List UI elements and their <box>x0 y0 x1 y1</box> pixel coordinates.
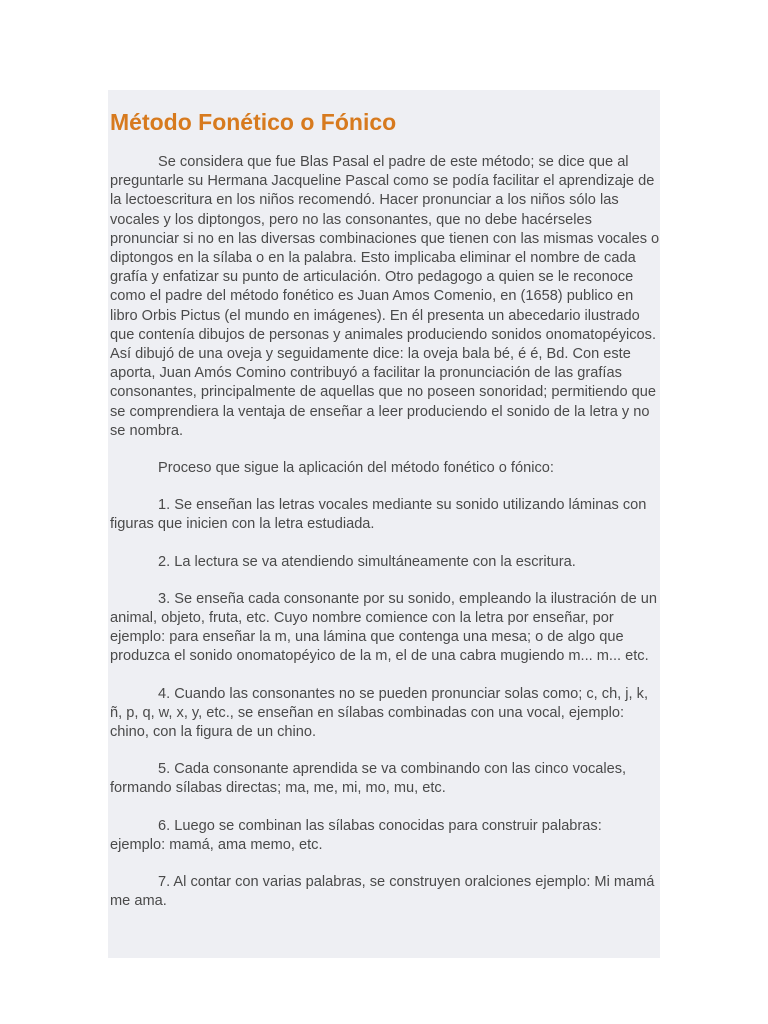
paragraph-intro: Se considera que fue Blas Pasal el padre de este método; se dice que al preguntarle su Hermana Jacqueline Pascal como se podía facilitar el aprendizaje de la lectoescritura en los niños recomendó. Hacer pronunciar a los niños sólo las vocales y los diptongos, pero no las consonantes, que no debe hacérseles pronunciar si no en las diversas combinaciones que tienen con las mismas vocales o diptongos en la sílaba o en la palabra. Esto implicaba eliminar el nombre de cada grafía y enfatizar su punto de articulación. Otro pedagogo a quien se le reconoce como el padre del método fonético es Juan Amos Comenio, en (1658) publico en libro Orbis Pictus (el mundo en imágenes). En él presenta un abecedario ilustrado que contenía dibujos de personas y animales produciendo sonidos onomatopéyicos. Así dibujó de una oveja y seguidamente dice: la oveja bala bé, é é, Bd. Con este aporta, Juan Amós Comino contribuyó a facilitar la pronunciación de las grafías consonantes, principalmente de aquellas que no poseen sonoridad; permitiendo que se comprendiera la ventaja de enseñar a leer produciendo el sonido de la letra y no se nombra. <box>110 154 660 439</box>
paragraph-step-6: 6. Luego se combinan las sílabas conocidas para construir palabras: ejemplo: mamá, ama memo, etc. <box>110 817 602 853</box>
paragraph-process-heading: Proceso que sigue la aplicación del método fonético o fónico: <box>158 460 554 477</box>
document-page <box>108 90 660 958</box>
paragraph-step-3: 3. Se enseña cada consonante por su sonido, empleando la ilustración de un animal, objeto, fruta, etc. Cuyo nombre comience con la letra por enseñar, por ejemplo: para enseñar la m, una lámina que contenga una mesa; o de algo que produzca el sonido onomatopéyico de la m, el de una cabra mugiendo m... m... etc. <box>110 590 657 665</box>
page-title: Método Fonético o Fónico <box>110 109 397 135</box>
paragraph-step-1: 1. Se enseñan las letras vocales mediante su sonido utilizando láminas con figuras que inicien con la letra estudiada. <box>110 497 647 533</box>
paragraph-step-2: 2. La lectura se va atendiendo simultáneamente con la escritura. <box>158 553 576 570</box>
paragraph-step-5: 5. Cada consonante aprendida se va combinando con las cinco vocales, formando sílabas directas; ma, me, mi, mo, mu, etc. <box>110 761 627 797</box>
paragraph-step-4: 4. Cuando las consonantes no se pueden pronunciar solas como; c, ch, j, k, ñ, p, q, w, x, y, etc., se enseñan en sílabas combinadas con una vocal, ejemplo: chino, con la figura de un chino. <box>110 685 648 741</box>
paragraph-step-7: 7. Al contar con varias palabras, se construyen oralciones ejemplo: Mi mamá me ama. <box>110 874 655 910</box>
